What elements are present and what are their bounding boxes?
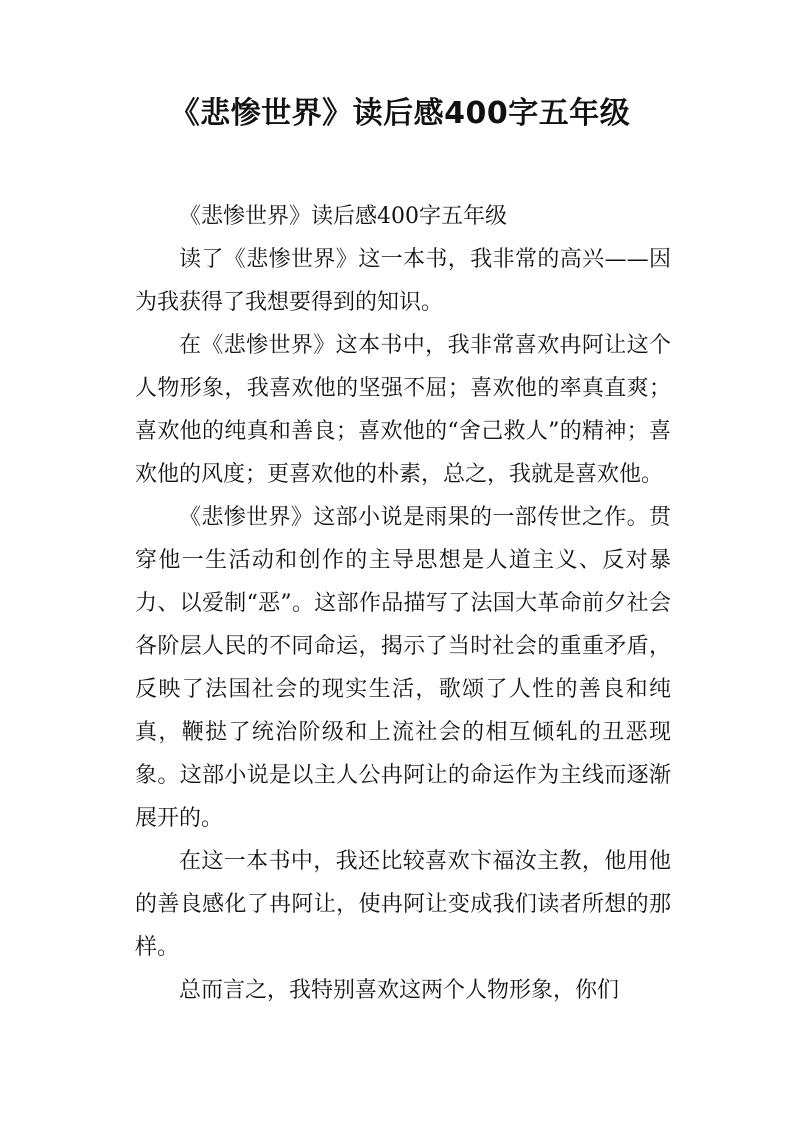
paragraph-heading: 《悲惨世界》读后感400字五年级 [179,204,507,229]
document-body [135,195,671,1012]
paragraph-intro: 读了《悲惨世界》这一本书，我非常的高兴——因为我获得了我想要得到的知识。 [135,247,671,315]
paragraph-novel-summary: 《悲惨世界》这部小说是雨果的一部传世之作。贯穿他一生活动和创作的主导思想是人道主义、反对暴力、以爱制“恶”。这部作品描写了法国大革命前夕社会各阶层人民的不同命运，揭示了当时社会的重重矛盾，反映了法国社会的现实生活，歌颂了人性的善良和纯真，鞭挞了统治阶级和上流社会的相互倾轧的丑恶现象。这部小说是以主人公冉阿让的命运作为主线而逐渐展开的。 [135,505,671,831]
document-title: 《悲惨世界》读后感400字五年级 [169,96,631,131]
paragraph-character: 在《悲惨世界》这本书中，我非常喜欢冉阿让这个人物形象，我喜欢他的坚强不屈；喜欢他的率真直爽；喜欢他的纯真和善良；喜欢他的“舍己救人”的精神；喜欢他的风度；更喜欢他的朴素，总之，我就是喜欢他。 [135,333,671,487]
paragraph-bishop: 在这一本书中，我还比较喜欢卞福汝主教，他用他的善良感化了冉阿让，使冉阿让变成我们读者所想的那样。 [135,849,671,960]
paragraph-conclusion: 总而言之，我特别喜欢这两个人物形象，你们 [179,978,620,1003]
